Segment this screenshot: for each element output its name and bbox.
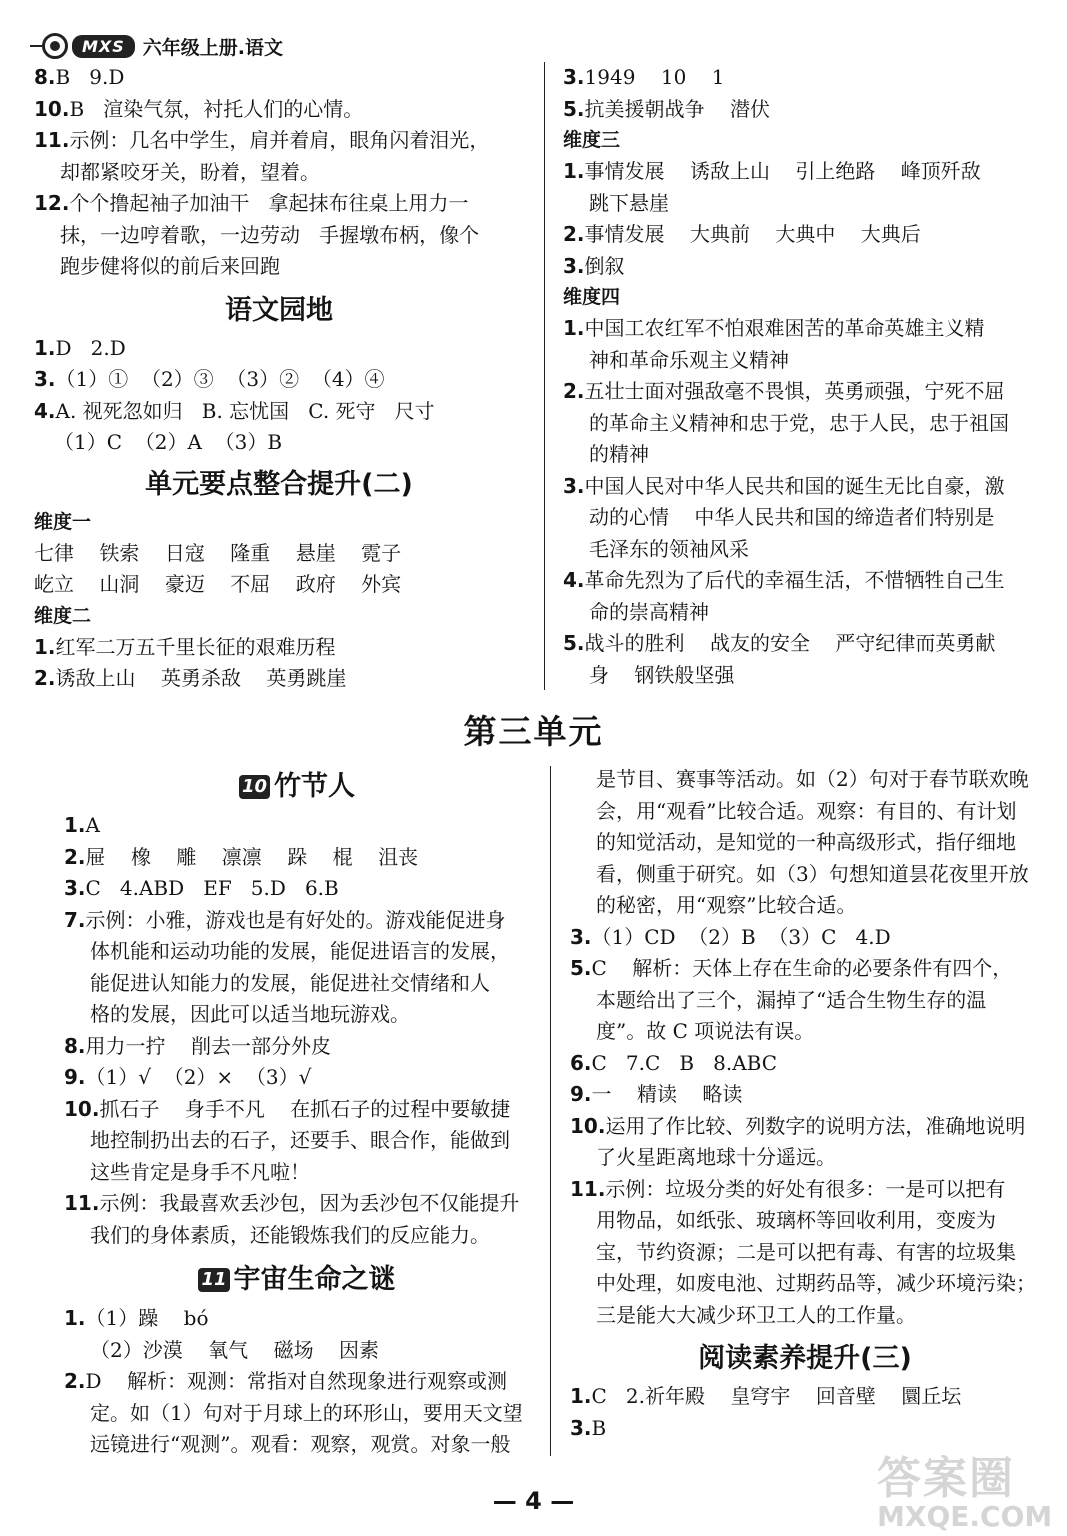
answer-text: 用力一拧 削去一部分外皮 <box>85 1033 331 1058</box>
dimension-3-answers <box>563 156 1043 282</box>
question-number: 1. <box>34 634 56 659</box>
question-number: 11. <box>570 1176 606 1201</box>
answer-item <box>34 364 524 396</box>
question-number: 1. <box>570 1384 592 1408</box>
question-number: 11. <box>64 1191 100 1215</box>
answer-continuation: 定。如（1）句对于月球上的环形山，要用天文望 <box>90 1400 523 1425</box>
upper-right-column <box>563 62 1043 691</box>
answer-text: 1949 10 1 <box>584 65 725 89</box>
lower-right-column <box>570 764 1040 1444</box>
question-number: 12. <box>34 191 70 215</box>
answer-continuation: 却都紧咬牙关，盼着，望着。 <box>60 159 320 184</box>
question-number: 3. <box>563 473 585 498</box>
answer-item <box>570 922 1040 954</box>
question-number: 3. <box>563 253 585 278</box>
answer-continuation: 了火星距离地球十分遥远。 <box>596 1145 836 1169</box>
question-number: 10. <box>34 96 70 121</box>
answer-continuation: 身 钢铁般坚强 <box>589 662 735 687</box>
answer-text: 事情发展 诱敌上山 引上绝路 峰顶歼敌 <box>584 159 981 183</box>
answer-continuation: 本题给出了三个，漏掉了“适合生物生存的温 <box>596 987 987 1012</box>
question-number: 7. <box>64 907 86 932</box>
answer-item <box>563 628 1043 660</box>
question-number: 1. <box>563 159 585 183</box>
lesson-10-answers <box>64 810 530 1251</box>
answer-item <box>563 251 1043 283</box>
answer-text: 示例：几名中学生，肩并着肩，眼角闪着泪光， <box>69 128 490 152</box>
reading-answers <box>570 1381 1040 1444</box>
answers-block-right <box>563 62 1043 125</box>
answer-item <box>570 1111 1040 1143</box>
answer-item <box>64 1303 530 1335</box>
lesson-11-name: 宇宙生命之谜 <box>233 1264 396 1295</box>
answer-continuation: 跑步健将似的前后来回跑 <box>60 254 280 278</box>
answer-text: 屉 橡 雕 凛凛 跺 棍 沮丧 <box>85 844 419 869</box>
text-line: 七律 铁索 日寇 隆重 悬崖 霓子 <box>34 540 402 565</box>
watermark-logo <box>877 1442 1053 1533</box>
answer-continuation: 的革命主义精神和忠于党，忠于人民，忠于祖国 <box>589 410 1009 435</box>
question-number: 5. <box>563 96 585 121</box>
answer-text: 倒叙 <box>584 253 625 278</box>
answer-item <box>563 156 1043 188</box>
answer-text: 五壮士面对强敌毫不畏惧，英勇顽强，宁死不屈 <box>584 379 1005 403</box>
dimension-2-label: 维度二 <box>34 604 92 627</box>
question-number: 2. <box>34 666 56 690</box>
answer-item <box>563 565 1043 597</box>
unit-title: 第三单元 <box>463 712 604 751</box>
answer-text: B <box>591 1415 607 1440</box>
question-number: 2. <box>64 1369 86 1393</box>
answer-continuation: 跳下悬崖 <box>589 190 669 215</box>
answer-item <box>64 873 530 905</box>
answer-text: 中国人民对中华人民共和国的诞生无比自豪，激 <box>584 473 1005 498</box>
answer-item <box>570 1413 1040 1445</box>
answer-text: 个个撸起袖子加油干 拿起抹布往桌上用力一 <box>69 191 469 215</box>
answer-text: （1）躁 bó <box>85 1306 209 1330</box>
answer-continuation: 中处理，如废电池、过期药品等，减少环境污染； <box>596 1271 1036 1295</box>
question-number: 3. <box>570 924 592 949</box>
answer-item <box>64 1062 530 1094</box>
question-number: 11. <box>34 128 70 152</box>
question-number: 1. <box>64 813 86 837</box>
lesson-10-name: 竹节人 <box>274 771 356 802</box>
watermark-text: 答案圈 <box>877 1453 1015 1504</box>
answers-block <box>34 62 524 283</box>
question-number: 9. <box>64 1065 86 1089</box>
upper-left-column <box>34 62 524 695</box>
answer-continuation: 神和革命乐观主义精神 <box>589 347 789 372</box>
question-number: 6. <box>570 1050 592 1075</box>
answer-text: D 2.D <box>55 335 126 360</box>
answer-text: B 9.D <box>55 65 125 89</box>
answer-item <box>563 62 1043 94</box>
section-title-yuwen: 语文园地 <box>225 294 333 326</box>
answer-continuation: 这些肯定是身手不凡啦！ <box>90 1159 310 1184</box>
answer-continuation: 的秘密，用“观察”比较合适。 <box>596 893 857 917</box>
column-divider-bottom <box>550 766 551 1456</box>
answer-continuation: 体机能和运动功能的发展，能促进语言的发展， <box>90 939 510 963</box>
answer-text: 诱敌上山 英勇杀敌 英勇跳崖 <box>55 666 347 690</box>
column-divider-top <box>544 62 545 690</box>
dimension-4-label: 维度四 <box>563 286 621 308</box>
answer-text: 示例：我最喜欢丢沙包，因为丢沙包不仅能提升 <box>99 1191 520 1215</box>
answer-text: A <box>85 813 100 837</box>
answer-text: C 4.ABD EF 5.D 6.B <box>85 876 339 900</box>
answer-continuation: 会，用“观看”比较合适。观察：有目的、有计划 <box>596 798 1017 823</box>
answer-item <box>64 1031 530 1063</box>
answer-item <box>64 1188 530 1220</box>
answer-continuation: （2）沙漠 氧气 磁场 因素 <box>90 1337 380 1362</box>
question-number: 3. <box>563 65 585 89</box>
answer-continuation: 命的崇高精神 <box>589 599 709 624</box>
question-number: 3. <box>570 1415 592 1440</box>
question-number: 1. <box>563 316 585 340</box>
lesson-number-badge: 10 <box>239 775 270 799</box>
page-header <box>30 28 283 64</box>
answer-item <box>34 188 524 220</box>
answer-item <box>64 1094 530 1126</box>
answer-continuation: 度”。故 C 项说法有误。 <box>596 1019 815 1043</box>
dimension-3-label: 维度三 <box>563 129 621 151</box>
question-number: 10. <box>64 1096 100 1121</box>
answer-item <box>570 1048 1040 1080</box>
section-title-unit-points: 单元要点整合提升(二) <box>145 468 413 500</box>
answer-item <box>570 1079 1040 1111</box>
answer-continuation: 毛泽东的领袖风采 <box>589 536 749 561</box>
question-number: 4. <box>563 568 585 592</box>
answer-item <box>34 125 524 157</box>
answer-item <box>563 376 1043 408</box>
answer-text: C 7.C B 8.ABC <box>591 1050 778 1075</box>
answer-text: B 渲染气氛，衬托人们的心情。 <box>69 96 364 121</box>
section-title-reading: 阅读素养提升(三) <box>698 1343 912 1374</box>
answer-text: 示例：小雅，游戏也是有好处的。游戏能促进身 <box>85 907 506 932</box>
answer-text: 抓石子 身手不凡 在抓石子的过程中要敏捷 <box>99 1096 511 1121</box>
text-line: 屹立 山洞 豪迈 不屈 政府 外宾 <box>34 572 402 596</box>
answer-item <box>64 842 530 874</box>
answer-text: 示例：垃圾分类的好处有很多：一是可以把有 <box>605 1176 1006 1201</box>
answer-item <box>563 94 1043 126</box>
answer-text: 运用了作比较、列数字的说明方法，准确地说明 <box>605 1113 1026 1138</box>
answer-text: 事情发展 大典前 大典中 大典后 <box>584 222 921 246</box>
answer-item <box>64 905 530 937</box>
page-number: — 4 — <box>492 1487 575 1515</box>
lesson-number-badge: 11 <box>198 1268 229 1292</box>
answer-item <box>34 632 524 664</box>
answer-continuation: 能促进认知能力的发展，能促进社交情绪和人 <box>90 970 490 995</box>
answer-continuation: 用物品，如纸张、玻璃杯等回收利用，变废为 <box>596 1208 996 1232</box>
answer-continuation: 看，侧重于研究。如（3）句想知道昙花夜里开放 <box>596 861 1029 886</box>
question-number: 10. <box>570 1113 606 1138</box>
answer-continuation: 地控制扔出去的石子，还要手、眼合作，能做到 <box>90 1128 510 1152</box>
book-title: 六年级上册.语文 <box>142 36 283 59</box>
answer-continuation: 的精神 <box>589 442 649 466</box>
answer-text: 中国工农红军不怕艰难困苦的革命英雄主义精 <box>584 316 985 340</box>
question-number: 3. <box>34 367 56 391</box>
answer-item <box>570 1381 1040 1413</box>
answer-text: 战斗的胜利 战友的安全 严守纪律而英勇献 <box>584 631 996 655</box>
question-number: 1. <box>64 1306 86 1330</box>
answer-text: （1）① （2）③ （3）② （4）④ <box>55 367 385 391</box>
answer-item <box>563 219 1043 251</box>
question-number: 8. <box>64 1033 86 1058</box>
lower-left-column <box>64 764 530 1461</box>
answer-item <box>34 396 524 428</box>
dimension-1-answers <box>34 538 524 601</box>
answer-continuation: 三是能大大减少环卫工人的工作量。 <box>596 1302 916 1327</box>
answer-continuation: 是节目、赛事等活动。如（2）句对于春节联欢晚 <box>596 767 1029 791</box>
answer-continuation: 我们的身体素质，还能锻炼我们的反应能力。 <box>90 1222 490 1247</box>
answer-text: （1）CD （2）B （3）C 4.D <box>591 924 891 949</box>
question-number: 5. <box>563 631 585 655</box>
question-number: 4. <box>34 398 56 423</box>
answer-continuation: （1）C （2）A （3）B <box>54 430 283 454</box>
answer-item <box>563 313 1043 345</box>
answer-text: D 解析：观测：常指对自然现象进行观察或测 <box>85 1369 507 1393</box>
question-number: 8. <box>34 65 56 89</box>
answer-item <box>34 62 524 94</box>
logo-text: MXS <box>72 35 135 58</box>
answer-text: 一 精读 略读 <box>591 1082 743 1106</box>
answer-item <box>34 663 524 695</box>
question-number: 1. <box>34 335 56 360</box>
answer-item <box>34 94 524 126</box>
answer-text: C 2.祈年殿 皇穹宇 回音壁 圜丘坛 <box>591 1384 962 1408</box>
question-number: 5. <box>570 956 592 980</box>
answer-continuation: 的知觉活动，是知觉的一种高级形式，指仔细地 <box>596 830 1016 854</box>
answer-continuation: 抹，一边哼着歌，一边劳动 手握墩布柄，像个 <box>60 222 480 247</box>
answer-text: A. 视死忽如归 B. 忘忧国 C. 死守 尺寸 <box>55 398 435 423</box>
answer-continuation: 格的发展，因此可以适当地玩游戏。 <box>90 1002 410 1026</box>
answer-item <box>570 1174 1040 1206</box>
question-number: 3. <box>64 876 86 900</box>
answer-continuation: 远镜进行“观测”。观看：观察，观赏。对象一般 <box>90 1432 511 1456</box>
lesson-10-title <box>64 764 530 810</box>
brand-logo <box>30 31 135 61</box>
lesson-11-answers <box>64 1303 530 1461</box>
yuwen-answers <box>34 333 524 459</box>
question-number: 9. <box>570 1082 592 1106</box>
question-number: 2. <box>563 222 585 246</box>
answer-item <box>64 1366 530 1398</box>
dimension-2-answers <box>34 632 524 695</box>
question-number: 2. <box>64 844 86 869</box>
answer-item <box>563 471 1043 503</box>
dimension-1-label: 维度一 <box>34 510 92 533</box>
answer-text: 革命先烈为了后代的幸福生活，不惜牺牲自己生 <box>584 568 1005 592</box>
answer-continuation: 宝，节约资源；二是可以把有毒、有害的垃圾集 <box>596 1239 1016 1264</box>
answer-item <box>34 333 524 365</box>
answer-text: C 解析：天体上存在生命的必要条件有四个， <box>591 956 1013 980</box>
answer-continuation: 动的心情 中华人民共和国的缔造者们特别是 <box>589 505 995 529</box>
dimension-4-answers <box>563 313 1043 691</box>
answer-text: 红军二万五千里长征的艰难历程 <box>55 634 336 659</box>
answer-item <box>570 953 1040 985</box>
watermark-url: MXQE.COM <box>877 1500 1053 1533</box>
lesson-11-answers-continued <box>570 764 1040 1331</box>
answer-text: （1）√ （2）× （3）√ <box>85 1065 312 1089</box>
question-number: 2. <box>563 379 585 403</box>
lesson-11-title <box>64 1257 530 1303</box>
answer-text: 抗美援朝战争 潜伏 <box>584 96 770 121</box>
answer-item <box>64 810 530 842</box>
